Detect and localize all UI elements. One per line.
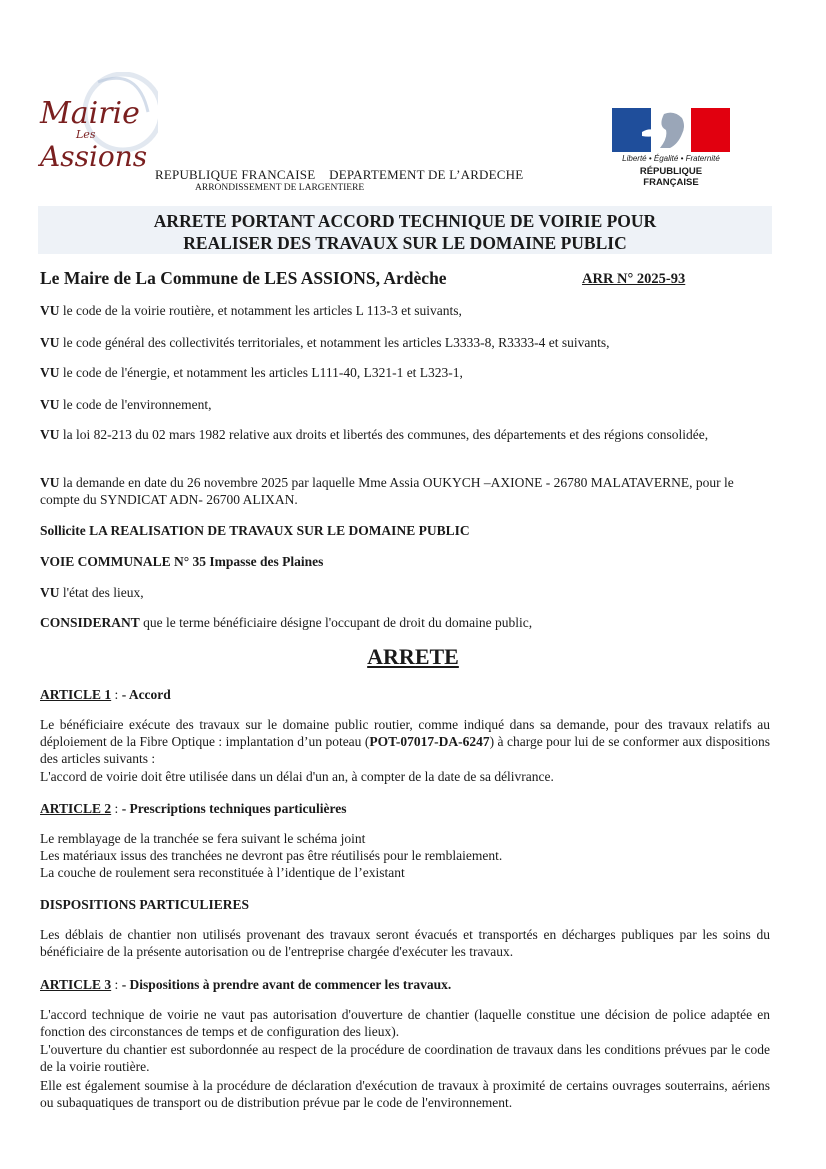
considerant-text: que le terme bénéficiaire désigne l'occupant de droit du domaine public, <box>139 615 533 630</box>
maire-heading: Le Maire de La Commune de LES ASSIONS, Ardèche <box>40 268 447 288</box>
article-1-text-a: Le bénéficiaire exécute des travaux sur le domaine public routier, comme indiqué dans sa demande, pour des travaux relatifs au déploiement de la Fibre Optique : implantation d’un poteau ( <box>40 717 770 749</box>
considerant-line <box>40 614 770 631</box>
arrete-number: ARR N° 2025-93 <box>582 271 686 287</box>
article-3-heading <box>40 976 770 993</box>
vu-keyword: VU <box>40 427 60 442</box>
article-1-delay: L'accord de voirie doit être utilisée dans un délai d'un an, à compter de la date de sa délivrance. <box>40 769 554 784</box>
marianne-flag-icon <box>612 108 730 152</box>
vu-text: l'état des lieux, <box>59 585 144 600</box>
header-republique: REPUBLIQUE FRANCAISE DEPARTEMENT DE L’ARDECHE <box>155 167 524 182</box>
document-title <box>38 210 772 254</box>
vu-line <box>40 426 770 443</box>
vu-keyword: VU <box>40 397 60 412</box>
marianne-label: RÉPUBLIQUE FRANÇAISE <box>639 166 703 188</box>
vu-line <box>40 364 770 381</box>
article-sep: : <box>111 801 122 816</box>
vu-text: le code de l'énergie, et notamment les articles L111-40, L321-1 et L323-1, <box>59 365 463 380</box>
vu-line <box>40 474 770 508</box>
vu-keyword: VU <box>40 475 60 490</box>
article-label: ARTICLE 2 <box>40 801 112 816</box>
vu-keyword: VU <box>40 365 60 380</box>
article-3-p1: L'accord technique de voirie ne vaut pas autorisation d'ouverture de chantier (laquelle constitue une décision de police adaptée en fonction des circonstances de temps et de configuration des lieux). <box>40 1007 770 1039</box>
dispositions-text: Les déblais de chantier non utilisés provenant des travaux seront évacués et transportés en décharges publiques par les soins du bénéficiaire de la présente autorisation ou de l'entreprise chargée d'exécuter les travaux. <box>40 927 770 959</box>
article-title: - Prescriptions techniques particulières <box>121 801 347 816</box>
article-label: ARTICLE 1 <box>40 687 112 702</box>
vu-text: la demande en date du 26 novembre 2025 par laquelle Mme Assia OUKYCH –AXIONE - 26780 MALATAVERNE, pour le compte du SYNDICAT ADN- 26700 ALIXAN. <box>40 475 734 507</box>
poteau-reference: POT-07017-DA-6247 <box>369 734 490 749</box>
vu-line <box>40 396 770 413</box>
article-1-text <box>40 716 770 767</box>
header-arrondissement: ARRONDISSEMENT DE LARGENTIERE <box>195 183 365 193</box>
considerant-keyword: CONSIDERANT <box>40 615 140 630</box>
article-1-text-c: ) à charge pour lui de se conformer aux dispositions des articles suivants : <box>40 734 770 766</box>
vu-keyword: VU <box>40 303 60 318</box>
title-line-1: ARRETE PORTANT ACCORD TECHNIQUE DE VOIRIE POUR <box>153 211 657 231</box>
article-2-line: Les matériaux issus des tranchées ne devront pas être réutilisés pour le remblaiement. <box>40 848 503 863</box>
dispositions-heading: DISPOSITIONS PARTICULIERES <box>40 897 249 912</box>
vu-line <box>40 334 770 351</box>
vu-text: le code général des collectivités territoriales, et notamment les articles L3333-8, R3333-4 et suivants, <box>59 335 610 350</box>
article-2-line: Le remblayage de la tranchée se fera suivant le schéma joint <box>40 831 366 846</box>
vu-keyword: VU <box>40 335 60 350</box>
title-line-2: REALISER DES TRAVAUX SUR LE DOMAINE PUBLIC <box>183 233 627 253</box>
logo-mairie-text: Mairie <box>40 96 140 131</box>
title-band <box>38 206 772 254</box>
article-title: - Dispositions à prendre avant de commencer les travaux. <box>121 977 452 992</box>
vu-etat-line <box>40 584 770 601</box>
logo-assions-text: Assions <box>40 140 148 173</box>
article-label: ARTICLE 3 <box>40 977 112 992</box>
article-2-line: La couche de roulement sera reconstituée à l’identique de l’existant <box>40 865 405 880</box>
vu-text: la loi 82-213 du 02 mars 1982 relative aux droits et libertés des communes, des départements et des régions consolidée, <box>59 427 709 442</box>
article-title: - Accord <box>121 687 171 702</box>
sollicite-line: Sollicite LA REALISATION DE TRAVAUX SUR LE DOMAINE PUBLIC <box>40 523 470 538</box>
vu-keyword: VU <box>40 585 60 600</box>
marianne-motto: Liberté • Égalité • Fraternité <box>622 154 720 163</box>
marianne-logo <box>612 108 732 188</box>
vu-text: le code de la voirie routière, et notamment les articles L 113-3 et suivants, <box>59 303 462 318</box>
vu-text: le code de l'environnement, <box>59 397 212 412</box>
article-3-p2: L'ouverture du chantier est subordonnée au respect de la procédure de coordination de travaux dans les conditions prévues par le code de la voirie routière. <box>40 1042 770 1074</box>
arrete-heading: ARRETE <box>367 644 459 669</box>
article-2-heading <box>40 800 770 817</box>
voie-line: VOIE COMMUNALE N° 35 Impasse des Plaines <box>40 554 324 569</box>
article-1-heading <box>40 686 770 703</box>
article-sep: : <box>111 687 122 702</box>
article-3-p3: Elle est également soumise à la procédure de déclaration d'exécution de travaux à proximité de certains ouvrages souterrains, aériens ou subaquatiques de transport ou de distribution prévue par le code de l'environnement. <box>40 1078 770 1110</box>
article-sep: : <box>111 977 122 992</box>
logo-les-text: Les <box>76 128 96 141</box>
vu-line <box>40 302 770 319</box>
mairie-logo <box>28 72 158 192</box>
